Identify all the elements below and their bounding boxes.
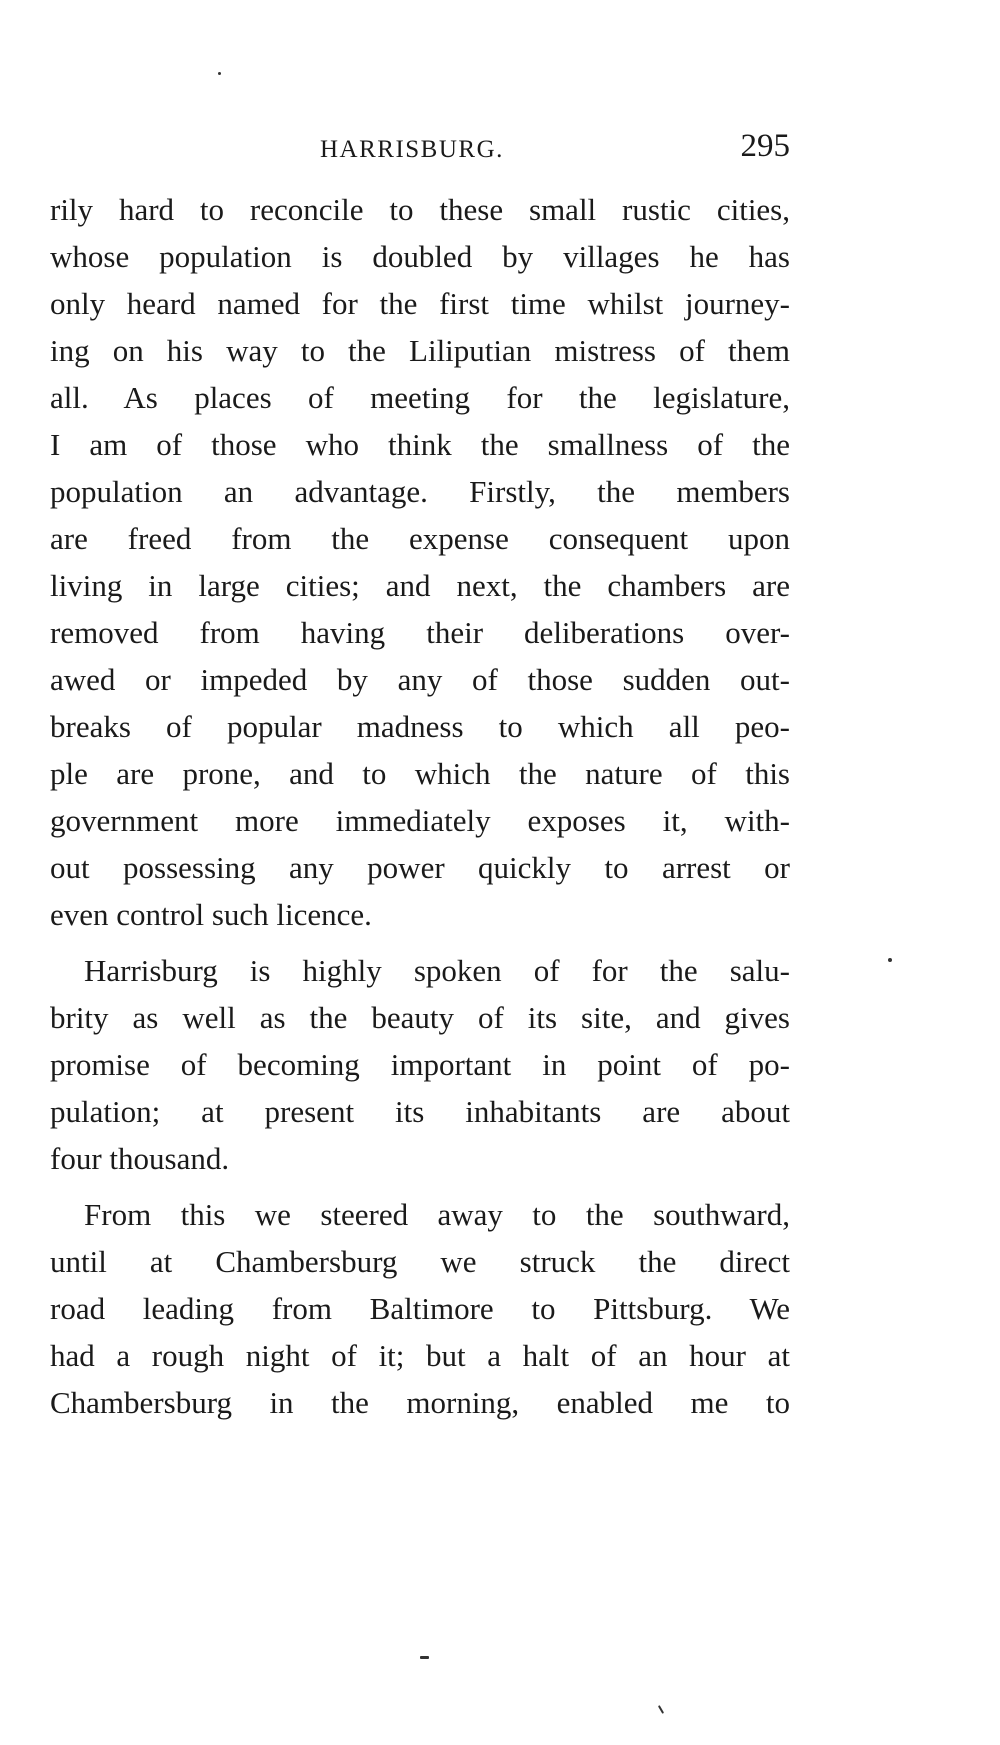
running-head <box>50 128 790 168</box>
text-line: population an advantage. Firstly, the members <box>50 474 790 509</box>
scan-speck <box>218 72 221 75</box>
text-line: four thousand. <box>50 1141 230 1176</box>
text-line: I am of those who think the smallness of the <box>50 427 790 462</box>
text-line: government more immediately exposes it, with- <box>50 803 790 838</box>
scan-speck <box>658 1705 664 1714</box>
text-line: ing on his way to the Liliputian mistress of them <box>50 333 790 368</box>
text-line: ple are prone, and to which the nature of this <box>50 756 790 791</box>
running-title: HARRISBURG. <box>320 136 504 163</box>
text-line: promise of becoming important in point of po- <box>50 1047 790 1082</box>
text-line: even control such licence. <box>50 897 372 932</box>
text-line: Chambersburg in the morning, enabled me to <box>50 1385 790 1420</box>
text-line: out possessing any power quickly to arrest or <box>50 850 790 885</box>
text-line: breaks of popular madness to which all peo- <box>50 709 790 744</box>
scan-speck <box>420 1656 429 1659</box>
page-number: 295 <box>740 128 790 164</box>
text-line: From this we steered away to the southward, <box>84 1197 790 1232</box>
scan-speck <box>888 958 892 962</box>
text-line: awed or impeded by any of those sudden out- <box>50 662 790 697</box>
text-line: living in large cities; and next, the chambers are <box>50 568 790 603</box>
body-text <box>50 186 790 1426</box>
text-line: until at Chambersburg we struck the direct <box>50 1244 790 1279</box>
text-line: only heard named for the first time whilst journey- <box>50 286 790 321</box>
paragraph-1 <box>50 186 790 938</box>
text-line: whose population is doubled by villages he has <box>50 239 790 274</box>
text-line: brity as well as the beauty of its site, and gives <box>50 1000 790 1035</box>
text-line: all. As places of meeting for the legislature, <box>50 380 790 415</box>
text-line: had a rough night of it; but a halt of an hour at <box>50 1338 790 1373</box>
paragraph-3 <box>50 1191 790 1426</box>
text-line: Harrisburg is highly spoken of for the salu- <box>84 953 790 988</box>
text-line: road leading from Baltimore to Pittsburg. We <box>50 1291 790 1326</box>
text-line: are freed from the expense consequent upon <box>50 521 790 556</box>
text-line: rily hard to reconcile to these small rustic cities, <box>50 192 790 227</box>
text-line: pulation; at present its inhabitants are about <box>50 1094 790 1129</box>
text-line: removed from having their deliberations over- <box>50 615 790 650</box>
paragraph-2 <box>50 947 790 1182</box>
